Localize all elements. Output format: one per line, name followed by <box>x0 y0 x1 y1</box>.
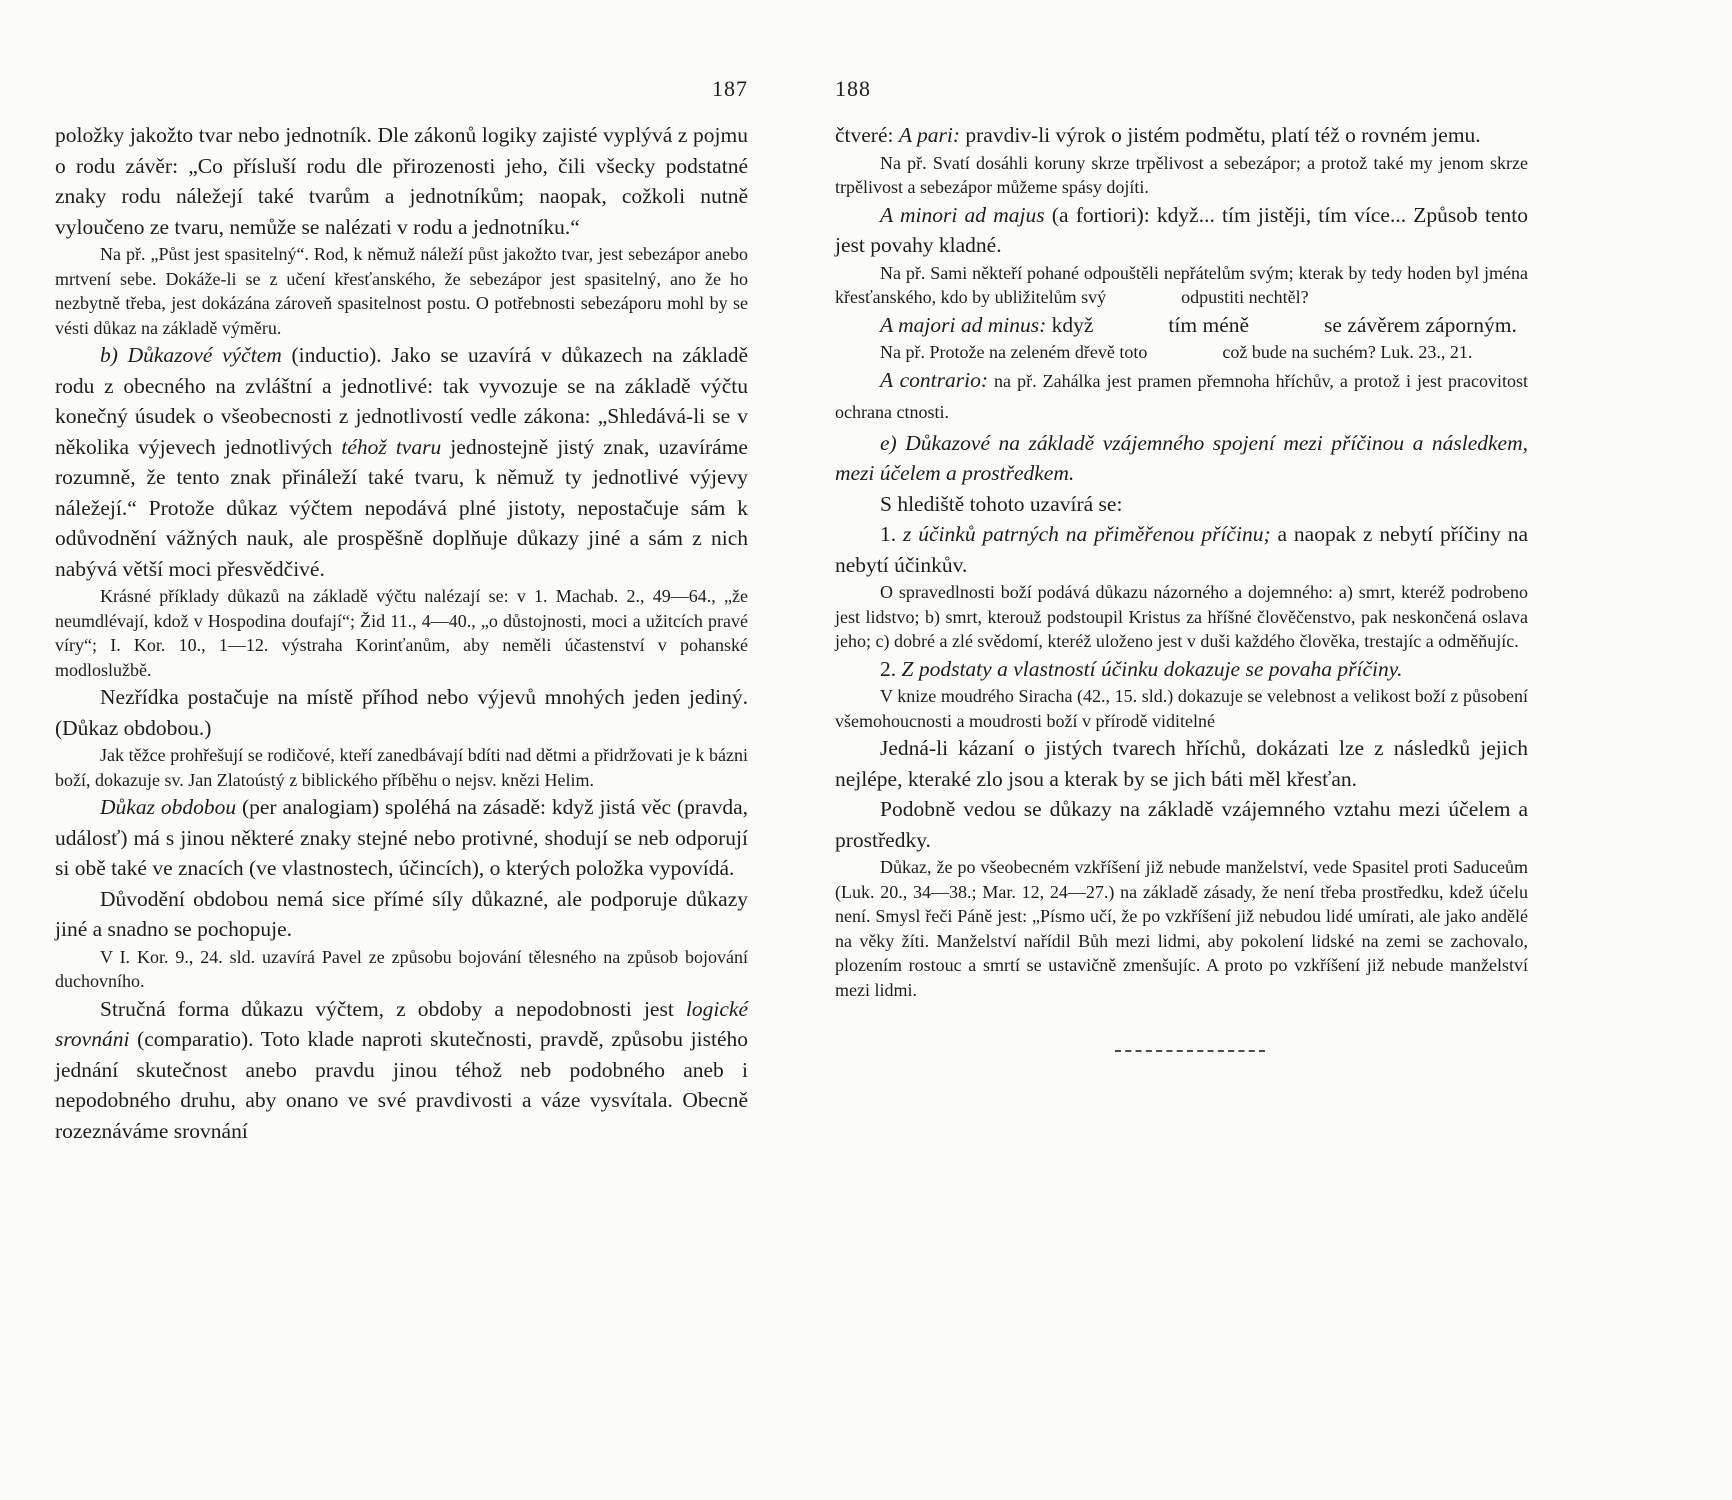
text-segment: což bude na suchém? Luk. 23., 21. <box>1222 342 1473 362</box>
text-segment: S hlediště tohoto uzavírá se: <box>880 491 1123 516</box>
text-segment: (per analogiam) spoléhá na zásadě: když jistá věc (pravda, událosť) má s jinou některé znaky stejné nebo protivné, shodují se neb odporují si obě také ve znacích (ve vlastnostech, účincích), o kterých položka vypovídá. <box>55 795 749 880</box>
paragraph <box>835 340 1528 365</box>
paragraph <box>835 733 1528 794</box>
paragraph <box>55 792 748 884</box>
text-segment: 2. <box>880 656 902 681</box>
paragraph <box>55 242 748 340</box>
text-segment: Stručná forma důkazu výčtem, z obdoby a nepodobnosti jest <box>100 996 686 1021</box>
text-segment: A minori ad majus <box>880 202 1045 227</box>
paragraph <box>55 682 748 743</box>
page-187-text-column <box>55 120 748 1146</box>
text-segment: Na př. „Půst jest spasitelný“. Rod, k němuž náleží půst jakožto tvar, jest sebezápor anebo mrtvení sebe. Dokáže-li se z učení křesťanského, že sebezápor jest spasitelný, ano že ho nezbytně třeba, jest dokázána zároveň spasitelnost postu. O potřebnosti sebezáporu mohl by se vésti důkaz na základě výměru. <box>55 244 748 338</box>
text-segment: (a fortiori): když... tím jistěji, tím více... Způsob tento jest povahy kladné. <box>835 202 1528 257</box>
text-segment: na př. Zahálka jest pramen přemnoha hříchův, a protož i jest pracovitost ochrana ctnosti. <box>835 370 1528 422</box>
paragraph <box>835 684 1528 733</box>
page-number-left: 187 <box>712 76 748 101</box>
text-segment: (inductio). Jako se uzavírá v důkazech na základě rodu z obecného na zvláštní a jednotlivé: tak vyvozuje se na základě výčtu konečný úsudek o všeobecnosti z jednotlivostí vedle zákona: „Shledává-li se v několika výjevech jednotlivých <box>55 343 748 459</box>
paragraph <box>835 654 1528 685</box>
paragraph <box>835 794 1528 855</box>
paragraph <box>55 584 748 682</box>
paragraph <box>55 340 748 584</box>
paragraph <box>835 428 1528 489</box>
paragraph <box>835 310 1528 341</box>
text-segment: pravdiv-li výrok o jistém podmětu, platí též o rovném jemu. <box>960 123 1481 147</box>
text-segment: položky jakožto tvar nebo jednotník. Dle zákonů logiky zajisté vyplývá z pojmu o rodu závěr: „Co přísluší rodu dle přirozenosti jeho, čili všecky podstatné znaky rodu náležejí také tvarům a jednotníkům; naopak, cožkoli nutně vyloučeno ze tvaru, nemůže se nalézati v rodu a jednotníku.“ <box>55 123 748 239</box>
text-segment: tím méně <box>1168 312 1250 337</box>
text-segment: Na př. Sami někteří pohané odpouštěli nepřátelům svým; kterak by tedy hoden byl jména křesťanského, kdo by ubližitelům svý <box>835 262 1528 307</box>
paragraph <box>55 884 748 945</box>
text-segment: A contrario: <box>880 367 989 392</box>
text-segment: 1. <box>880 522 904 546</box>
paragraph <box>55 945 748 994</box>
text-segment: Důkaz, že po všeobecném vzkříšení již nebude manželství, vede Spasitel proti Saduceům (Luk. 20., 34—38.; Mar. 12, 24—27.) na základě zásady, že není třeba prostředku, kdež účelu není. Smysl řeči Páně jest: „Písmo učí, že po vzkříšení již nebudou lidé umírati, ale jako andělé na věky žíti. Manželství nařídil Bůh mezi lidmi, aby pokolení lidské na zemi se zachovalo, plozením rostouc a smrtí se ustavičně zmenšujíc. A proto po vzkříšení již nebude manželství mezi lidmi. <box>835 857 1528 1000</box>
text-segment: jednostejně jistý znak, uzavíráme rozumně, že tento znak přináleží také tvaru, k němuž ty jednotlivé výjevy náležejí.“ Protože důkaz výčtem nepodává plné jistoty, nepostačuje sám k odůvodnění vážných nauk, ale prospěšně doplňuje důkazy jiné a sám z nich nabývá větší moci přesvědčivé. <box>55 434 748 581</box>
paragraph <box>835 580 1528 654</box>
paragraph <box>55 994 748 1147</box>
text-segment: téhož tvaru <box>341 434 442 459</box>
text-segment: a naopak z nebytí příčiny na nebytí účinkův. <box>835 522 1529 577</box>
text-segment: V I. Kor. 9., 24. sld. uzavírá Pavel ze způsobu bojování tělesného na způsob bojování duchovního. <box>55 946 748 991</box>
text-segment: Jedná-li kázaní o jistých tvarech hříchů, dokázati lze z následků jejich nejlépe, kteraké zlo jsou a kterak by se jich báti měl křesťan. <box>835 736 1528 791</box>
text-segment: Důkaz obdobou <box>100 795 237 819</box>
paragraph <box>835 365 1528 428</box>
text-segment: logické srovnáni <box>55 996 748 1051</box>
text-segment: Na př. Svatí dosáhli koruny skrze trpělivost a sebezápor; a protož také my jenom skrze trpělivost a sebezápor můžeme spásy dojíti. <box>835 152 1528 197</box>
text-segment: A majori ad minus: <box>880 312 1047 337</box>
text-segment: z účinků patrných na přiměřenou příčinu; <box>903 522 1271 546</box>
paragraph <box>835 200 1528 261</box>
page-188-text-column <box>835 120 1528 1052</box>
paragraph <box>55 743 748 792</box>
paragraph <box>835 261 1528 310</box>
text-segment: Jak těžce prohřešují se rodičové, kteří zanedbávají bdíti nad dětmi a přidržovati je k bázni boží, dokazuje sv. Jan Zlatoústý z biblického příběhu o nejsv. knězi Helim. <box>55 745 748 790</box>
text-segment: se závěrem záporným. <box>1324 312 1517 337</box>
text-segment: Podobně vedou se důkazy na základě vzájemného vztahu mezi účelem a prostředky. <box>835 797 1528 852</box>
paragraph <box>55 120 748 242</box>
text-segment: když <box>1046 312 1094 337</box>
text-segment: V knize moudrého Siracha (42., 15. sld.) dokazuje se velebnost a velikost boží z působení všemohoucnosti a moudrosti boží v přírodě viditelné <box>835 686 1528 731</box>
end-rule <box>1115 1050 1265 1052</box>
text-segment: O spravedlnosti boží podává důkazu názorného a dojemného: a) smrt, kteréž podrobeno jest lidstvo; b) smrt, kterouž podstoupil Kristus za hříšné člověčenstvo, pak neskončená oslava jeho; c) dobré a zlé svědomí, kteréž uloženo jest v duši každého člověka, trestajíc a odměňujíc. <box>835 582 1528 651</box>
text-segment: Krásné příklady důkazů na základě výčtu nalézají se: v 1. Machab. 2., 49—64., „že neumdlévají, kdož v Hospodina doufají“; Žid 11., 4—40., „o důstojnosti, moci a užitcích pravé víry“; I. Kor. 10., 1—12. výstraha Korinťanům, aby neměli účastenství v pohanské modloslužbě. <box>55 586 748 680</box>
text-segment: b) Důkazové výčtem <box>100 343 282 367</box>
text-segment: (comparatio). Toto klade naproti skutečnosti, pravdě, způsobu jistého jednání skutečnost anebo pravdu jinou téhož neb podobného aneb i nepodobného druhu, aby onano ve své pravdivosti a váze vysvítala. Obecně rozeznáváme srovnání <box>55 1027 748 1143</box>
paragraph <box>835 519 1528 580</box>
text-segment: Důvodění obdobou nemá sice přímé síly důkazné, ale podporuje důkazy jiné a snadno se pochopuje. <box>55 886 748 941</box>
text-segment: čtveré: <box>835 123 899 147</box>
text-segment: Nezřídka postačuje na místě příhod nebo výjevů mnohých jeden jediný. (Důkaz obdobou.) <box>55 685 748 740</box>
paragraph <box>835 855 1528 1002</box>
text-segment: odpustiti nechtěl? <box>1181 287 1309 307</box>
text-segment: Na př. Protože na zeleném dřevě toto <box>880 342 1148 362</box>
page-number-right: 188 <box>835 76 871 101</box>
text-segment: e) Důkazové na základě vzájemného spojení mezi příčinou a následkem, mezi účelem a prostředkem. <box>835 430 1528 485</box>
text-segment: A pari: <box>898 123 960 147</box>
paragraph <box>835 151 1528 200</box>
paragraph <box>835 120 1528 151</box>
text-segment: Z podstaty a vlastností účinku dokazuje se povaha příčiny. <box>901 656 1403 681</box>
paragraph <box>835 489 1528 520</box>
